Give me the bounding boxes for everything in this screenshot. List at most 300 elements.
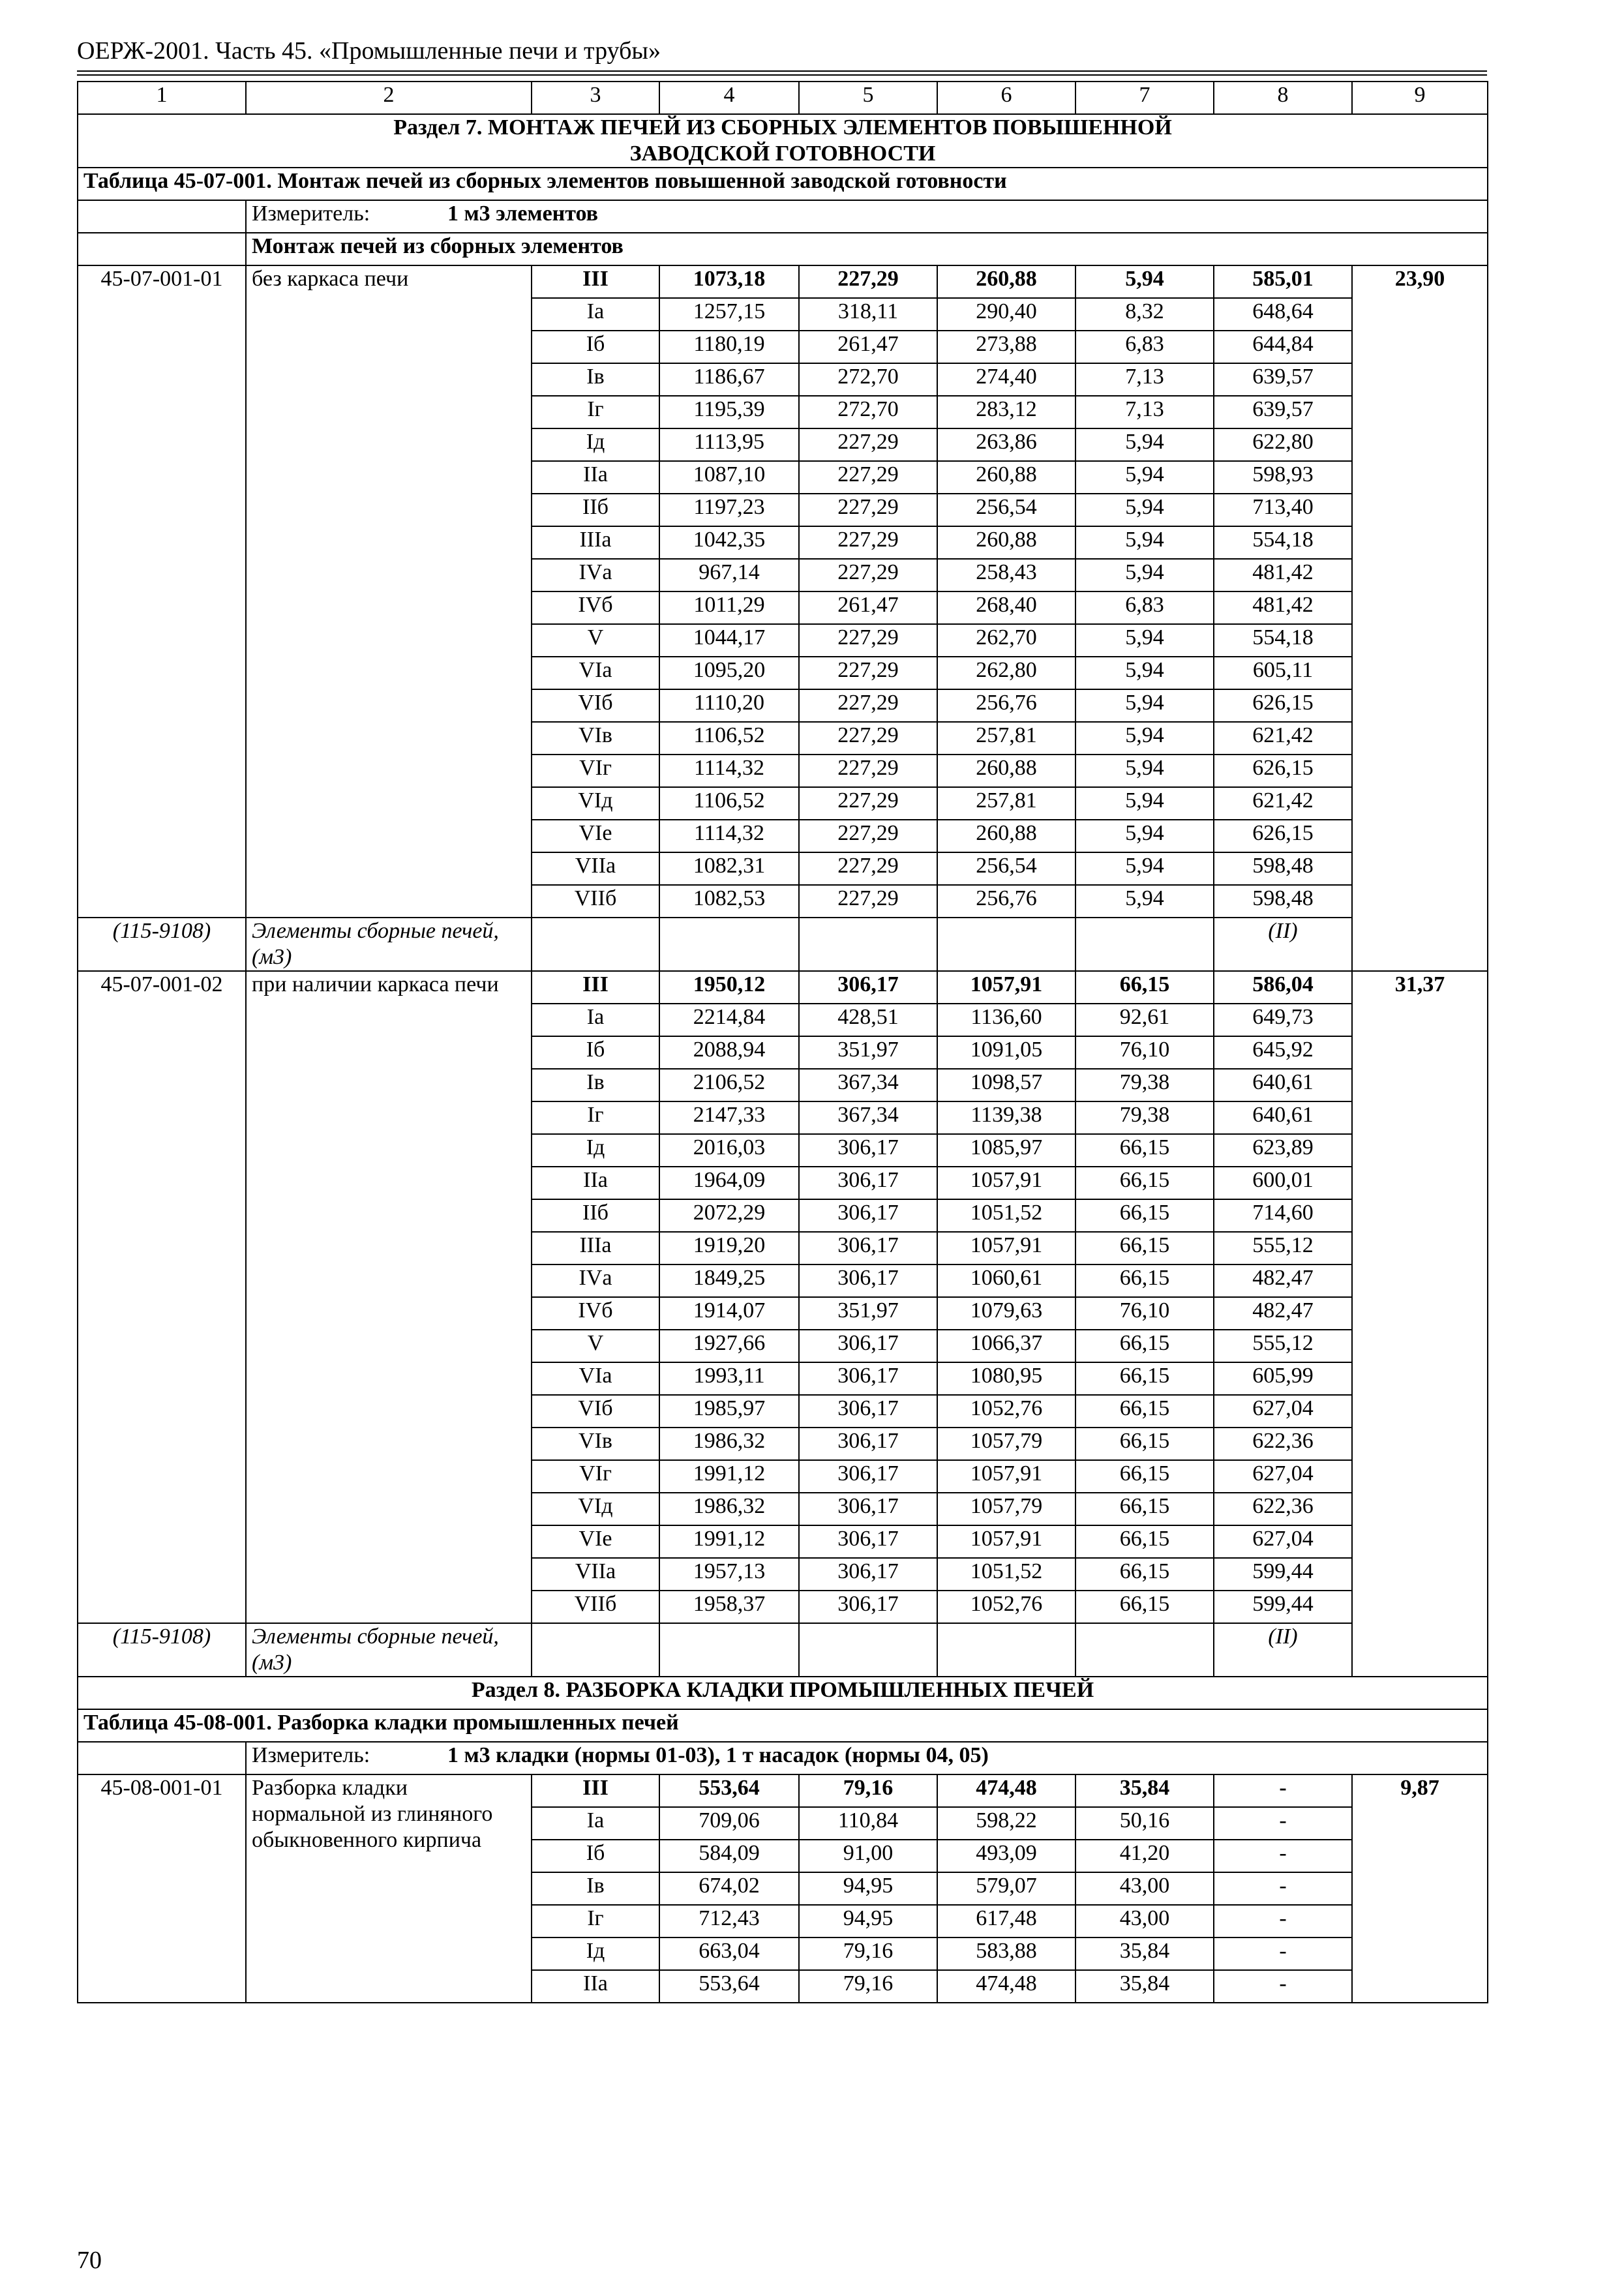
rate-value: 626,15 [1214,820,1352,852]
norm-name: при наличии каркаса печи [246,971,532,1623]
rate-value: 5,94 [1075,657,1214,689]
rate-value: 66,15 [1075,1428,1214,1460]
rate-value: 273,88 [937,331,1075,363]
rate-value: 1113,95 [659,428,799,461]
rate-value: 351,97 [799,1036,937,1069]
rate-value: 481,42 [1214,559,1352,591]
rate-value: 283,12 [937,396,1075,428]
rate-value: 66,15 [1075,1558,1214,1591]
rate-value: 1114,32 [659,755,799,787]
rate-value: 43,00 [1075,1872,1214,1905]
rate-value: 79,16 [799,1774,937,1807]
rate-value: 555,12 [1214,1330,1352,1362]
rate-value: 318,11 [799,298,937,331]
rate-value: 76,10 [1075,1297,1214,1330]
rate-value: 91,00 [799,1840,937,1872]
rate-value: 627,04 [1214,1460,1352,1493]
zone-code: VIIа [532,1558,659,1591]
rate-value: 227,29 [799,820,937,852]
rate-value: 1964,09 [659,1167,799,1199]
rate-value: 256,54 [937,494,1075,526]
norm-code: 45-07-001-02 [78,971,246,1623]
rate-value: 1139,38 [937,1101,1075,1134]
rate-value: 2072,29 [659,1199,799,1232]
rate-value: 627,04 [1214,1395,1352,1428]
rate-value: 1052,76 [937,1591,1075,1623]
measure-cell [246,1742,1488,1774]
zone-code: VIIб [532,885,659,918]
rate-value: 474,48 [937,1774,1075,1807]
rate-value: 1066,37 [937,1330,1075,1362]
rate-value: 257,81 [937,722,1075,755]
rate-value: 626,15 [1214,755,1352,787]
rate-value: 5,94 [1075,461,1214,494]
rate-value: - [1214,1970,1352,2003]
rate-value: 35,84 [1075,1937,1214,1970]
rate-value: 709,06 [659,1807,799,1840]
rate-value: 622,80 [1214,428,1352,461]
material-consumption: (II) [1214,1623,1352,1677]
rate-value: 306,17 [799,1167,937,1199]
rate-value: 262,80 [937,657,1075,689]
column-number: 9 [1352,82,1488,114]
rate-value: 227,29 [799,755,937,787]
rate-value: 1257,15 [659,298,799,331]
rate-value: 76,10 [1075,1036,1214,1069]
zone-code: Iд [532,1134,659,1167]
rate-value: 648,64 [1214,298,1352,331]
rate-value: 2106,52 [659,1069,799,1101]
rate-value: 1986,32 [659,1493,799,1525]
rate-value: 66,15 [1075,1199,1214,1232]
rate-value: 260,88 [937,461,1075,494]
measure-label: Измеритель: [252,202,370,226]
rate-value: 623,89 [1214,1134,1352,1167]
rate-value: 1106,52 [659,722,799,755]
rate-value: 227,29 [799,265,937,298]
rate-value: 79,16 [799,1970,937,2003]
measure-value: 1 м3 кладки (нормы 01-03), 1 т насадок (нормы 04, 05) [447,1743,989,1767]
rate-value: 306,17 [799,1134,937,1167]
rate-value: 1080,95 [937,1362,1075,1395]
column-number: 8 [1214,82,1352,114]
rate-value: 272,70 [799,396,937,428]
rate-value: 261,47 [799,331,937,363]
rate-value: 1098,57 [937,1069,1075,1101]
rate-value: 66,15 [1075,1232,1214,1264]
rate-value: 260,88 [937,755,1075,787]
rate-row [78,1774,1488,1807]
section-title: Раздел 8. РАЗБОРКА КЛАДКИ ПРОМЫШЛЕННЫХ ПЕЧЕЙ [78,1677,1488,1709]
zone-code: VIб [532,1395,659,1428]
zone-code: Iв [532,1872,659,1905]
rate-value: 351,97 [799,1297,937,1330]
rate-value: 1095,20 [659,657,799,689]
rate-value: 66,15 [1075,1264,1214,1297]
zone-code: VIд [532,787,659,820]
rate-value: - [1214,1774,1352,1807]
rate-value: 5,94 [1075,494,1214,526]
rate-value: 1044,17 [659,624,799,657]
rate-value: 306,17 [799,1330,937,1362]
zone-code: IIIа [532,526,659,559]
rate-value: 306,17 [799,1460,937,1493]
rate-value: 35,84 [1075,1774,1214,1807]
zone-code: IIа [532,1970,659,2003]
rate-value: 713,40 [1214,494,1352,526]
zone-code: Iг [532,1905,659,1937]
zone-code: IIб [532,494,659,526]
rate-value: 1180,19 [659,331,799,363]
material-row [78,918,1488,971]
empty-cell [937,1623,1075,1677]
rate-value: 260,88 [937,526,1075,559]
rate-value: 639,57 [1214,363,1352,396]
rate-value: 1914,07 [659,1297,799,1330]
section-title-row [78,114,1488,168]
rate-value: 1085,97 [937,1134,1075,1167]
rate-value: 5,94 [1075,428,1214,461]
rate-value: 256,76 [937,885,1075,918]
rate-value: 306,17 [799,1428,937,1460]
rate-value: 5,94 [1075,755,1214,787]
rate-row [78,265,1488,298]
rate-value: 8,32 [1075,298,1214,331]
rate-value: 1991,12 [659,1525,799,1558]
section-title-line: Раздел 7. МОНТАЖ ПЕЧЕЙ ИЗ СБОРНЫХ ЭЛЕМЕНТОВ ПОВЫШЕННОЙ [393,115,1172,140]
rate-value: 35,84 [1075,1970,1214,2003]
zone-code: VIе [532,820,659,852]
column-number: 4 [659,82,799,114]
rate-value: 2016,03 [659,1134,799,1167]
rate-value: 621,42 [1214,722,1352,755]
zone-code: III [532,1774,659,1807]
rate-value: 263,86 [937,428,1075,461]
rate-value: 227,29 [799,657,937,689]
rate-value: 622,36 [1214,1493,1352,1525]
rate-value: 1057,79 [937,1493,1075,1525]
rate-value: 268,40 [937,591,1075,624]
rate-value: 367,34 [799,1101,937,1134]
rate-value: 1087,10 [659,461,799,494]
rate-value: 5,94 [1075,624,1214,657]
zone-code: IIа [532,461,659,494]
rate-value: 1986,32 [659,1428,799,1460]
rate-value: - [1214,1872,1352,1905]
column-number-row [78,82,1488,114]
rate-value: 227,29 [799,852,937,885]
rate-value: 1993,11 [659,1362,799,1395]
column-number: 6 [937,82,1075,114]
rate-value: 66,15 [1075,1591,1214,1623]
rate-value: 290,40 [937,298,1075,331]
material-consumption: (II) [1214,918,1352,971]
zone-code: V [532,624,659,657]
rate-value: 227,29 [799,689,937,722]
empty-cell [532,1623,659,1677]
rate-value: 5,94 [1075,787,1214,820]
rate-value: 66,15 [1075,1362,1214,1395]
table-title-row [78,168,1488,200]
rate-value: 1052,76 [937,1395,1075,1428]
measure-row [78,1742,1488,1774]
zone-code: Iд [532,1937,659,1970]
empty-cell [1075,1623,1214,1677]
rate-value: 598,93 [1214,461,1352,494]
zone-code: VIд [532,1493,659,1525]
rate-value: - [1214,1840,1352,1872]
zone-code: IVа [532,559,659,591]
zone-code: IVб [532,591,659,624]
zone-code: Iб [532,1036,659,1069]
rate-value: 94,95 [799,1905,937,1937]
rate-value: 481,42 [1214,591,1352,624]
rate-value: 7,13 [1075,396,1214,428]
zone-code: Iв [532,1069,659,1101]
empty-cell [659,1623,799,1677]
rate-value: 367,34 [799,1069,937,1101]
rate-value: 94,95 [799,1872,937,1905]
rate-value: 261,47 [799,591,937,624]
rate-value: 617,48 [937,1905,1075,1937]
rate-value: - [1214,1807,1352,1840]
rate-value: 5,94 [1075,526,1214,559]
rate-value: 626,15 [1214,689,1352,722]
zone-code: Iб [532,331,659,363]
rate-value: 1136,60 [937,1004,1075,1036]
subheading: Монтаж печей из сборных элементов [246,233,1488,265]
rate-value: 272,70 [799,363,937,396]
rate-value: 274,40 [937,363,1075,396]
rate-value: 79,38 [1075,1101,1214,1134]
rate-value: 256,54 [937,852,1075,885]
rate-value: 1186,67 [659,363,799,396]
rate-value: 639,57 [1214,396,1352,428]
rate-value: 2214,84 [659,1004,799,1036]
rate-value: 640,61 [1214,1069,1352,1101]
rate-value: 1011,29 [659,591,799,624]
rate-value: 474,48 [937,1970,1075,2003]
rate-value: 1195,39 [659,396,799,428]
zone-code: VIг [532,1460,659,1493]
rate-value: 66,15 [1075,1460,1214,1493]
rate-value: 66,15 [1075,1525,1214,1558]
rate-value: 598,48 [1214,852,1352,885]
subheading-code-cell [78,233,246,265]
material-name: Элементы сборные печей, (м3) [246,1623,532,1677]
norm-name: Разборка кладки нормальной из глиняного обыкновенного кирпича [246,1774,532,2003]
rate-value: 1991,12 [659,1460,799,1493]
rate-value: 1849,25 [659,1264,799,1297]
rate-value: 585,01 [1214,265,1352,298]
rate-value: 66,15 [1075,1167,1214,1199]
rate-value: 967,14 [659,559,799,591]
section-title-line: ЗАВОДСКОЙ ГОТОВНОСТИ [629,142,936,166]
header-rule [77,70,1487,72]
zone-code: IIIа [532,1232,659,1264]
rate-value: 41,20 [1075,1840,1214,1872]
zone-code: VIе [532,1525,659,1558]
column-number: 5 [799,82,937,114]
rate-value: 227,29 [799,494,937,526]
empty-cell [1075,918,1214,971]
zone-code: VIг [532,755,659,787]
rate-value: 306,17 [799,1232,937,1264]
rates-table [77,81,1488,2003]
empty-cell [799,918,937,971]
rate-value: 599,44 [1214,1558,1352,1591]
rate-value: 1114,32 [659,820,799,852]
rate-value: 584,09 [659,1840,799,1872]
rate-value: 640,61 [1214,1101,1352,1134]
rate-value: 1057,91 [937,971,1075,1004]
rate-value: 306,17 [799,1362,937,1395]
zone-code: Iг [532,1101,659,1134]
material-name: Элементы сборные печей, (м3) [246,918,532,971]
labor-value: 31,37 [1352,971,1488,1677]
rate-value: 66,15 [1075,1134,1214,1167]
rate-value: 663,04 [659,1937,799,1970]
measure-code-cell [78,1742,246,1774]
rate-value: 227,29 [799,461,937,494]
column-number: 3 [532,82,659,114]
rate-value: 227,29 [799,559,937,591]
rate-value: 1957,13 [659,1558,799,1591]
rate-value: 674,02 [659,1872,799,1905]
rate-value: 482,47 [1214,1297,1352,1330]
rate-value: 306,17 [799,1558,937,1591]
rate-value: 493,09 [937,1840,1075,1872]
rate-value: 66,15 [1075,971,1214,1004]
rate-value: 605,11 [1214,657,1352,689]
zone-code: Iа [532,298,659,331]
running-header: ОЕРЖ-2001. Часть 45. «Промышленные печи и трубы» [77,37,661,65]
zone-code: Iг [532,396,659,428]
rate-value: 605,99 [1214,1362,1352,1395]
material-code: (115-9108) [78,918,246,971]
measure-row [78,200,1488,233]
table-title: Таблица 45-08-001. Разборка кладки промышленных печей [78,1709,1488,1742]
rate-value: 306,17 [799,1493,937,1525]
rate-value: 627,04 [1214,1525,1352,1558]
rate-value: 1106,52 [659,787,799,820]
rate-value: 600,01 [1214,1167,1352,1199]
measure-cell [246,200,1488,233]
empty-cell [799,1623,937,1677]
rate-value: 227,29 [799,428,937,461]
rate-value: 260,88 [937,265,1075,298]
rate-value: 1073,18 [659,265,799,298]
rate-value: 110,84 [799,1807,937,1840]
rate-value: 43,00 [1075,1905,1214,1937]
rate-value: 1057,91 [937,1167,1075,1199]
rate-value: 227,29 [799,624,937,657]
rate-value: 50,16 [1075,1807,1214,1840]
rate-value: 92,61 [1075,1004,1214,1036]
rate-value: 6,83 [1075,591,1214,624]
rate-value: 2147,33 [659,1101,799,1134]
labor-value: 23,90 [1352,265,1488,971]
rate-value: 7,13 [1075,363,1214,396]
zone-code: VIа [532,657,659,689]
zone-code: VIв [532,722,659,755]
zone-code: Iб [532,1840,659,1872]
rate-value: 5,94 [1075,820,1214,852]
page-number: 70 [77,2247,102,2274]
zone-code: Iа [532,1807,659,1840]
rate-value: 579,07 [937,1872,1075,1905]
zone-code: IVб [532,1297,659,1330]
rate-value: 5,94 [1075,689,1214,722]
rate-value: 5,94 [1075,265,1214,298]
rate-value: 227,29 [799,526,937,559]
rate-value: 1082,31 [659,852,799,885]
rate-value: 1079,63 [937,1297,1075,1330]
rate-value: 1919,20 [659,1232,799,1264]
rate-value: 1051,52 [937,1558,1075,1591]
rate-value: 649,73 [1214,1004,1352,1036]
rate-value: 553,64 [659,1970,799,2003]
rate-value: 1060,61 [937,1264,1075,1297]
rate-value: 66,15 [1075,1330,1214,1362]
rate-value: 306,17 [799,1264,937,1297]
rate-value: 598,22 [937,1807,1075,1840]
rate-value: 712,43 [659,1905,799,1937]
zone-code: VIа [532,1362,659,1395]
rate-value: 482,47 [1214,1264,1352,1297]
rate-value: 1042,35 [659,526,799,559]
rate-value: 554,18 [1214,624,1352,657]
zone-code: IVа [532,1264,659,1297]
rate-value: 256,76 [937,689,1075,722]
zone-code: VIIа [532,852,659,885]
rate-value: 227,29 [799,787,937,820]
measure-value: 1 м3 элементов [447,202,599,226]
rate-value: 1958,37 [659,1591,799,1623]
rate-value: 260,88 [937,820,1075,852]
zone-code: Iв [532,363,659,396]
zone-code: V [532,1330,659,1362]
column-number: 1 [78,82,246,114]
rate-value: 262,70 [937,624,1075,657]
measure-label: Измеритель: [252,1743,370,1767]
rate-value: 1091,05 [937,1036,1075,1069]
norm-code: 45-08-001-01 [78,1774,246,2003]
rate-value: 66,15 [1075,1395,1214,1428]
rate-value: 227,29 [799,722,937,755]
empty-cell [659,918,799,971]
zone-code: III [532,971,659,1004]
rate-value: 5,94 [1075,722,1214,755]
rate-value: 1057,91 [937,1232,1075,1264]
norm-name: без каркаса печи [246,265,532,918]
rate-value: 1927,66 [659,1330,799,1362]
empty-cell [937,918,1075,971]
zone-code: IIа [532,1167,659,1199]
rate-value: 1057,91 [937,1525,1075,1558]
rate-value: 1057,91 [937,1460,1075,1493]
rate-value: 306,17 [799,971,937,1004]
table-title-row [78,1709,1488,1742]
section-title [78,114,1488,168]
rate-value: 1082,53 [659,885,799,918]
rate-value: 598,48 [1214,885,1352,918]
zone-code: Iд [532,428,659,461]
zone-code: VIб [532,689,659,722]
rate-value: 644,84 [1214,331,1352,363]
rate-value: - [1214,1905,1352,1937]
measure-code-cell [78,200,246,233]
